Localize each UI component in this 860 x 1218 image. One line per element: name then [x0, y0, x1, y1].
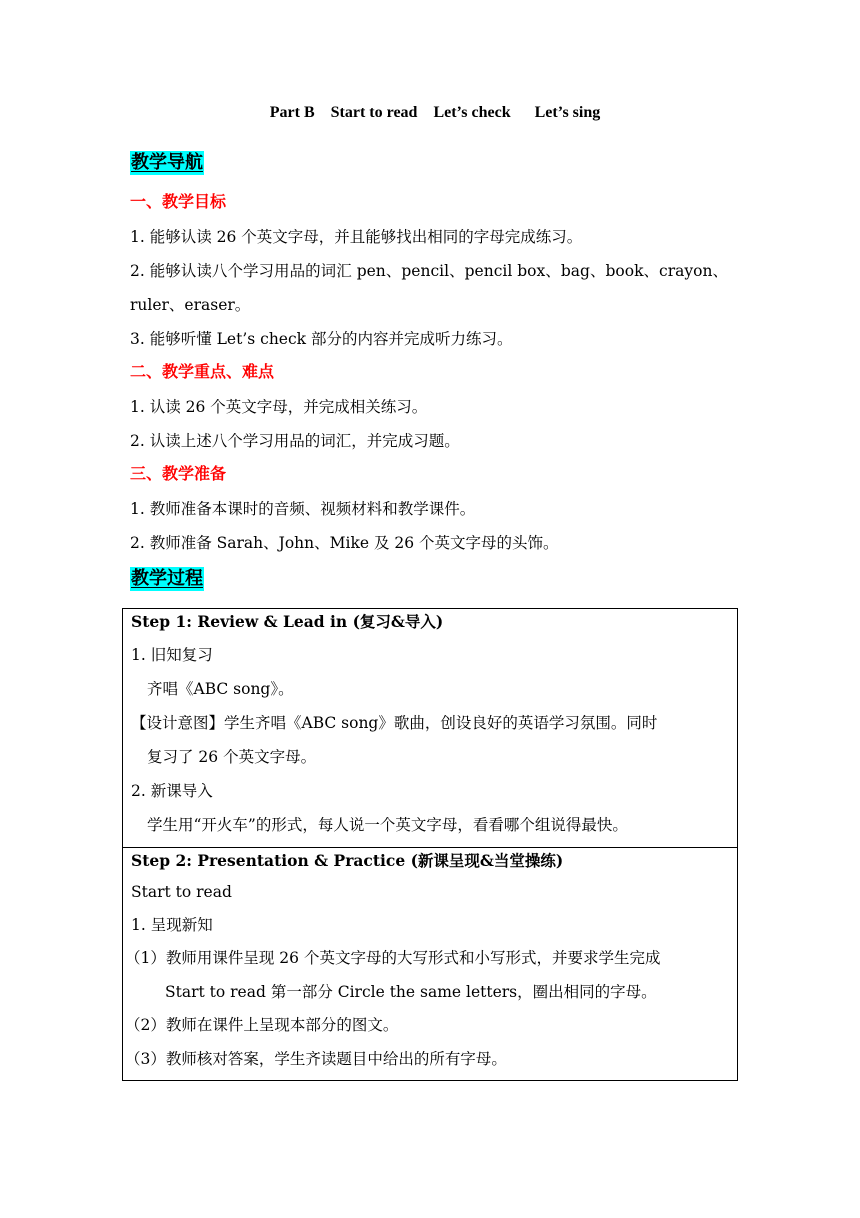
preparation-item-1: 1. 教师准备本课时的音频、视频材料和教学课件。: [130, 500, 476, 518]
step2-line-3: （1）教师用课件呈现 26 个英文字母的大写形式和小写形式，并要求学生完成: [125, 949, 661, 967]
key-point-item-2: 2. 认读上述八个学习用品的词汇，并完成习题。: [130, 432, 460, 450]
step2-title: Step 2: Presentation & Practice (新课呈现&当堂操练): [131, 851, 564, 870]
step1-title: Step 1: Review & Lead in (复习&导入): [131, 612, 444, 631]
step1-line-5: 2. 新课导入: [131, 782, 213, 800]
section-heading-teaching-navigation: 教学导航: [131, 152, 203, 173]
step2-line-4: Start to read 第一部分 Circle the same letters，圈出相同的字母。: [165, 983, 657, 1001]
key-point-item-1: 1. 认读 26 个英文字母，并完成相关练习。: [130, 398, 428, 416]
goals-heading: 一、教学目标: [130, 192, 227, 211]
preparation-heading: 三、教学准备: [130, 464, 227, 483]
goal-item-2-continued: ruler、eraser。: [130, 296, 251, 314]
step1-line-1: 1. 旧知复习: [131, 646, 213, 664]
preparation-item-2: 2. 教师准备 Sarah、John、Mike 及 26 个英文字母的头饰。: [130, 534, 559, 552]
goal-item-2: 2. 能够认读八个学习用品的词汇 pen、pencil、pencil box、bag、book、crayon、: [130, 262, 728, 280]
section-heading-teaching-process: 教学过程: [131, 568, 203, 589]
lesson-title: Part B Start to read Let’s check Let’s sing: [269, 104, 601, 121]
step2-line-6: （3）教师核对答案，学生齐读题目中给出的所有字母。: [125, 1050, 507, 1068]
process-table: [122, 608, 738, 1081]
step2-line-1: Start to read: [131, 883, 232, 901]
step2-line-2: 1. 呈现新知: [131, 916, 213, 934]
step1-line-3: 【设计意图】学生齐唱《ABC song》歌曲，创设良好的英语学习氛围。同时: [131, 714, 658, 732]
key-points-heading: 二、教学重点、难点: [130, 362, 275, 381]
step2-line-5: （2）教师在课件上呈现本部分的图文。: [125, 1016, 399, 1034]
table-row-divider: [123, 847, 737, 848]
step1-line-4: 复习了 26 个英文字母。: [147, 748, 317, 766]
goal-item-1: 1. 能够认读 26 个英文字母，并且能够找出相同的字母完成练习。: [130, 228, 583, 246]
step1-line-6: 学生用“开火车”的形式，每人说一个英文字母，看看哪个组说得最快。: [147, 816, 628, 834]
step1-line-2: 齐唱《ABC song》。: [147, 680, 294, 698]
goal-item-3: 3. 能够听懂 Let’s check 部分的内容并完成听力练习。: [130, 330, 513, 348]
